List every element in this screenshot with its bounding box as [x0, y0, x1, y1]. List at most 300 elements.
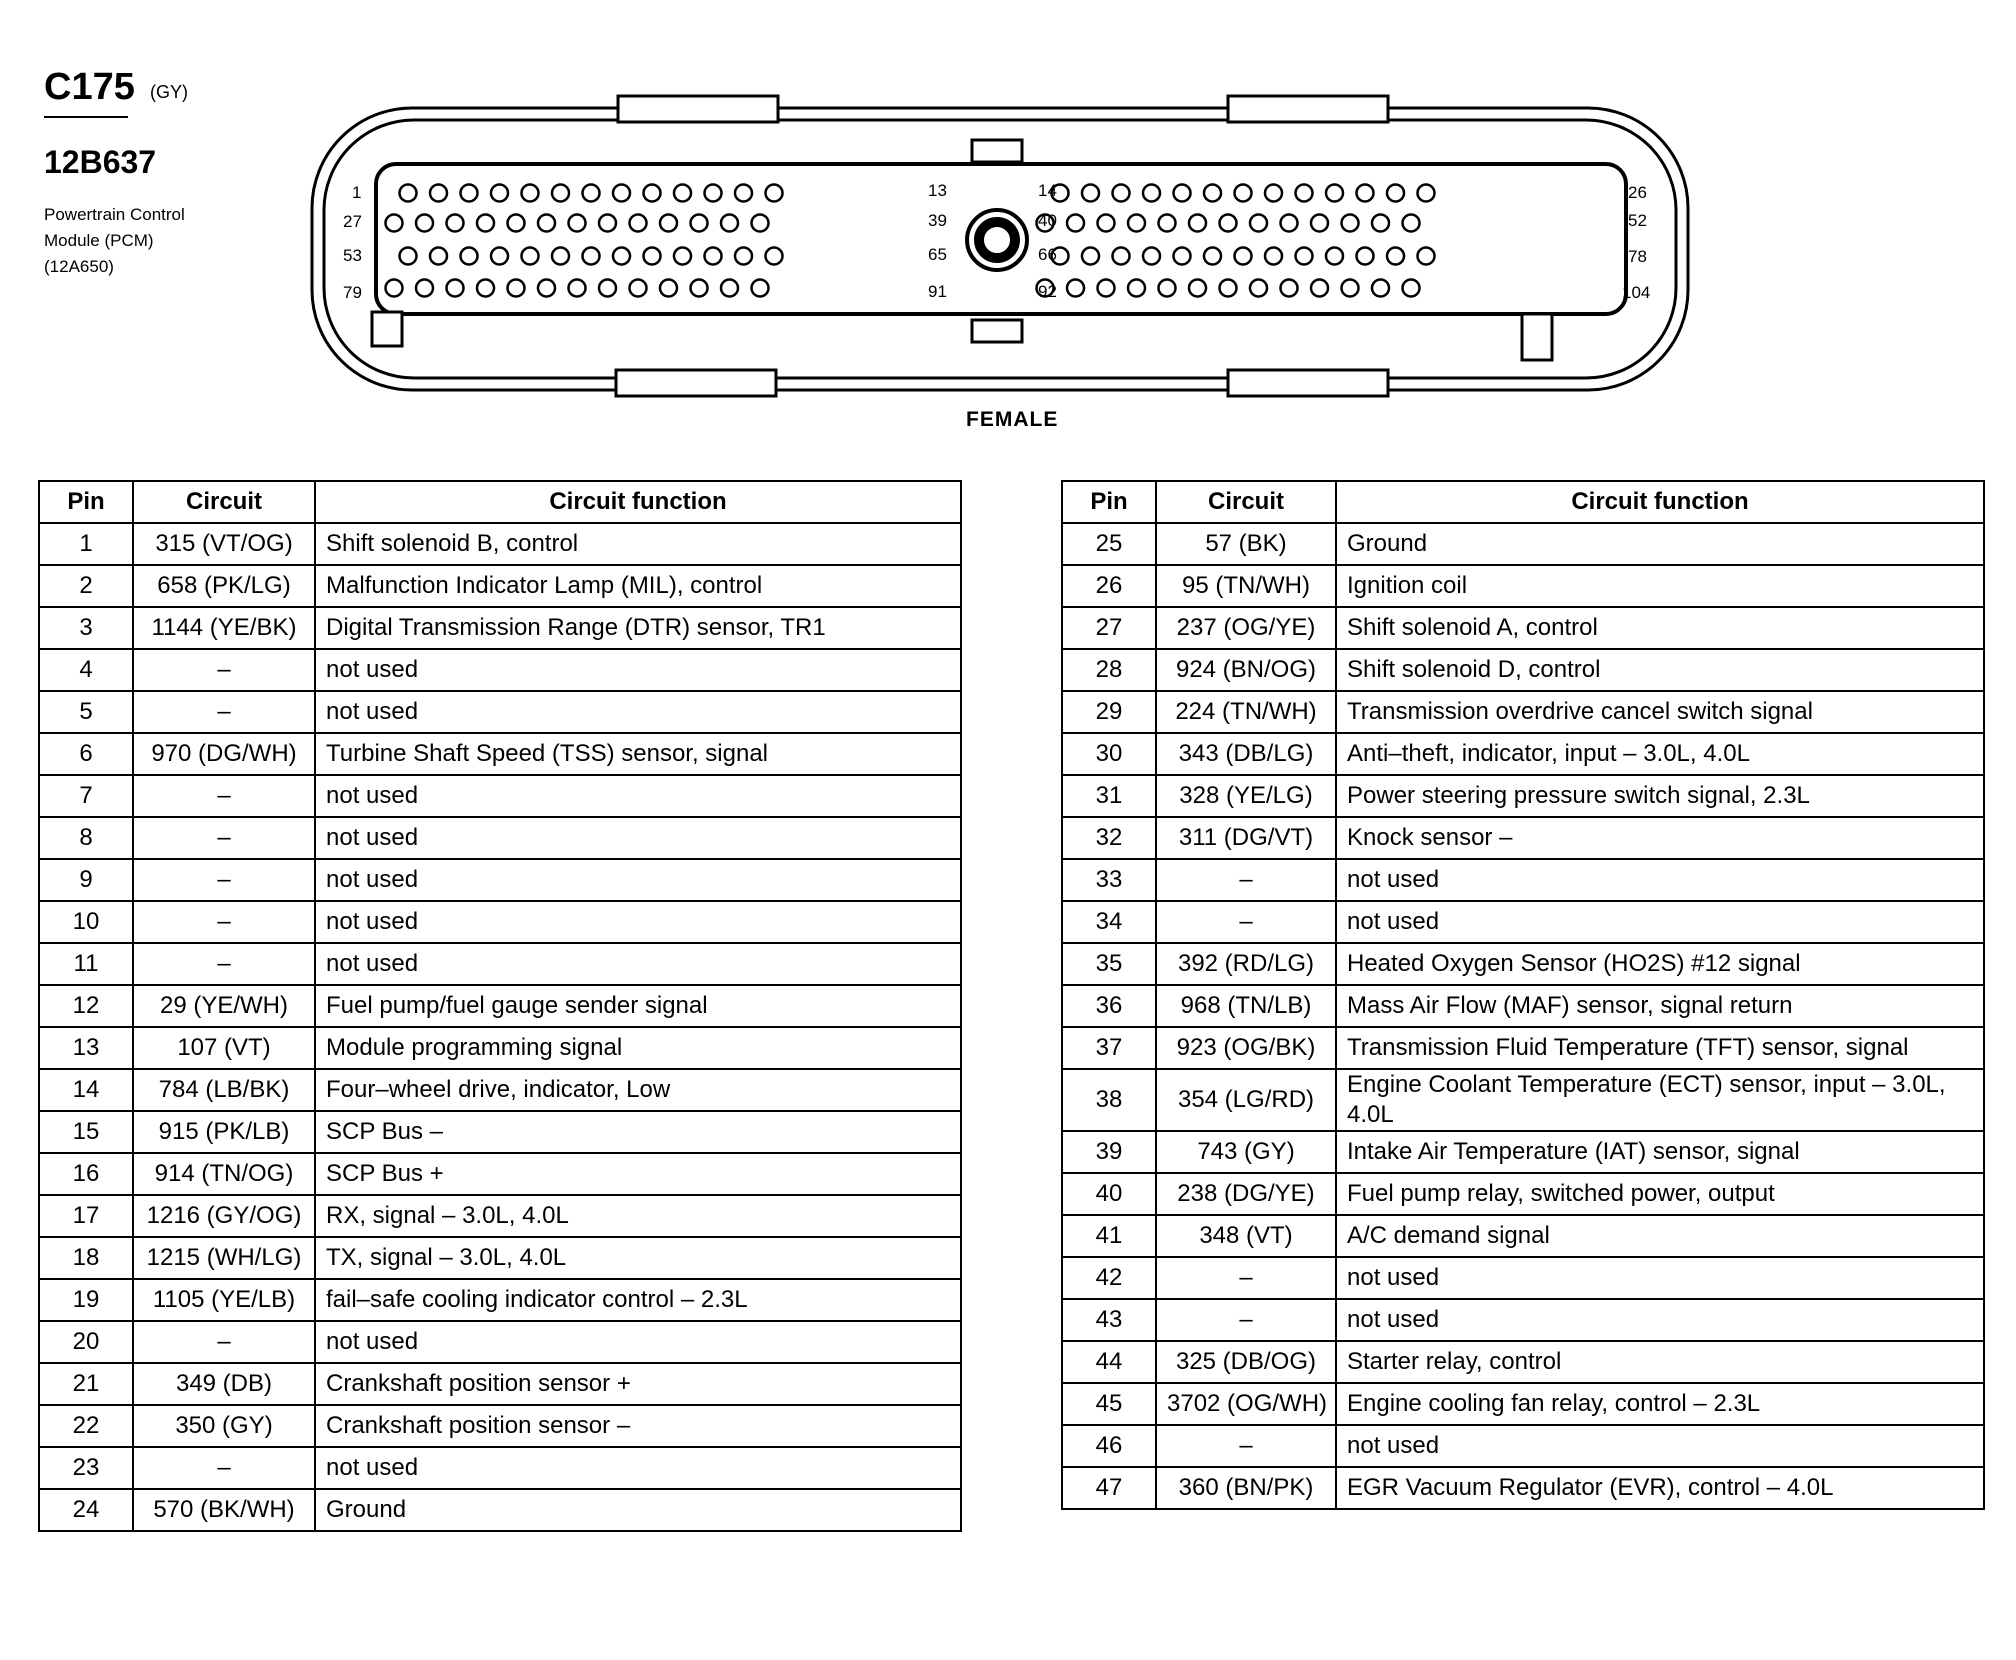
pin-number-cell: 15 [39, 1111, 133, 1153]
pin-number-cell: 23 [39, 1447, 133, 1489]
table-row [39, 565, 961, 607]
pin-label: 1 [352, 183, 362, 202]
circuit-cell: 349 (DB) [133, 1363, 315, 1405]
circuit-function-cell: Shift solenoid D, control [1336, 649, 1984, 691]
pin-number-cell: 12 [39, 985, 133, 1027]
pin-hole [1128, 280, 1145, 297]
pin-number-cell: 7 [39, 775, 133, 817]
pin-hole [766, 248, 783, 265]
pin-number-cell: 1 [39, 523, 133, 565]
circuit-cell: – [1156, 859, 1336, 901]
circuit-cell: – [1156, 1299, 1336, 1341]
circuit-cell: 29 (YE/WH) [133, 985, 315, 1027]
pin-number-cell: 44 [1062, 1341, 1156, 1383]
pin-hole [491, 248, 508, 265]
pin-hole [1250, 280, 1267, 297]
table-row [1062, 733, 1984, 775]
pin-hole [1342, 215, 1359, 232]
pin-hole [705, 185, 722, 202]
circuit-function-cell: not used [315, 649, 961, 691]
circuit-cell: 354 (LG/RD) [1156, 1069, 1336, 1131]
circuit-function-cell: Shift solenoid A, control [1336, 607, 1984, 649]
table-row [1062, 565, 1984, 607]
pin-number-cell: 2 [39, 565, 133, 607]
pin-hole [1143, 248, 1160, 265]
polarization-tab [372, 312, 402, 346]
table-row [1062, 1341, 1984, 1383]
pin-hole [1357, 185, 1374, 202]
bottom-key [972, 320, 1022, 342]
pin-number-cell: 4 [39, 649, 133, 691]
table-header-row [1062, 481, 1984, 523]
pin-hole [766, 185, 783, 202]
pin-hole [1235, 185, 1252, 202]
circuit-function-cell: Knock sensor – [1336, 817, 1984, 859]
circuit-function-cell: not used [315, 943, 961, 985]
pin-hole [1067, 215, 1084, 232]
pin-hole [1311, 215, 1328, 232]
pin-hole [1342, 280, 1359, 297]
circuit-function-cell: TX, signal – 3.0L, 4.0L [315, 1237, 961, 1279]
pin-hole [1098, 215, 1115, 232]
pin-label: 40 [1038, 211, 1057, 230]
pin-number-cell: 3 [39, 607, 133, 649]
circuit-cell: 238 (DG/YE) [1156, 1173, 1336, 1215]
pin-number-cell: 5 [39, 691, 133, 733]
pin-label: 78 [1628, 247, 1647, 266]
pin-number-cell: 30 [1062, 733, 1156, 775]
pin-hole [735, 248, 752, 265]
table-row [39, 1363, 961, 1405]
table-row [39, 817, 961, 859]
pin-hole [691, 280, 708, 297]
pin-number-cell: 26 [1062, 565, 1156, 607]
circuit-cell: 915 (PK/LB) [133, 1111, 315, 1153]
pin-hole [477, 215, 494, 232]
circuit-cell: 743 (GY) [1156, 1131, 1336, 1173]
table-row [1062, 1257, 1984, 1299]
pin-number-cell: 37 [1062, 1027, 1156, 1069]
pin-hole [416, 215, 433, 232]
pin-number-cell: 31 [1062, 775, 1156, 817]
description-line: Module (PCM) [44, 231, 154, 250]
table-row [1062, 1173, 1984, 1215]
pin-hole [1250, 215, 1267, 232]
top-latch [618, 96, 778, 122]
table-row [1062, 1069, 1984, 1131]
pin-hole [630, 280, 647, 297]
pin-hole [1311, 280, 1328, 297]
pin-hole [1403, 215, 1420, 232]
circuit-cell: 1215 (WH/LG) [133, 1237, 315, 1279]
pin-number-cell: 13 [39, 1027, 133, 1069]
table-row [39, 649, 961, 691]
circuit-cell: – [133, 943, 315, 985]
pin-number-cell: 40 [1062, 1173, 1156, 1215]
circuit-function-cell: SCP Bus + [315, 1153, 961, 1195]
pin-holes [386, 185, 1435, 297]
circuit-cell: 392 (RD/LG) [1156, 943, 1336, 985]
table-row [39, 1111, 961, 1153]
table-row [1062, 817, 1984, 859]
table-row [39, 1447, 961, 1489]
circuit-function-cell: Fuel pump relay, switched power, output [1336, 1173, 1984, 1215]
pin-hole [660, 280, 677, 297]
table-row [39, 1489, 961, 1531]
pin-hole [461, 248, 478, 265]
pin-hole [644, 248, 661, 265]
pin-hole [735, 185, 752, 202]
circuit-function-cell: Malfunction Indicator Lamp (MIL), control [315, 565, 961, 607]
pin-hole [1418, 185, 1435, 202]
circuit-cell: 914 (TN/OG) [133, 1153, 315, 1195]
table-row [39, 691, 961, 733]
pin-hole [1265, 248, 1282, 265]
pin-number-cell: 9 [39, 859, 133, 901]
table-row [1062, 1383, 1984, 1425]
circuit-function-cell: SCP Bus – [315, 1111, 961, 1153]
circuit-cell: 1105 (YE/LB) [133, 1279, 315, 1321]
table-row [1062, 1215, 1984, 1257]
circuit-cell: 350 (GY) [133, 1405, 315, 1447]
pin-hole [613, 185, 630, 202]
pin-hole [447, 215, 464, 232]
pin-label: 53 [343, 246, 362, 265]
pin-number-cell: 29 [1062, 691, 1156, 733]
pin-hole [508, 280, 525, 297]
circuit-function-cell: not used [1336, 1299, 1984, 1341]
table-row [39, 943, 961, 985]
pin-hole [1326, 248, 1343, 265]
description-line: Powertrain Control [44, 205, 185, 224]
connector-id: C175 [44, 66, 135, 108]
pin-label: 52 [1628, 211, 1647, 230]
circuit-cell: 570 (BK/WH) [133, 1489, 315, 1531]
circuit-function-cell: Starter relay, control [1336, 1341, 1984, 1383]
circuit-cell: 784 (LB/BK) [133, 1069, 315, 1111]
table-row [39, 859, 961, 901]
table-row [39, 901, 961, 943]
table-row [1062, 649, 1984, 691]
column-header-circuit: Circuit [1156, 481, 1336, 523]
circuit-function-cell: Turbine Shaft Speed (TSS) sensor, signal [315, 733, 961, 775]
column-header-function: Circuit function [315, 481, 961, 523]
pin-number-cell: 42 [1062, 1257, 1156, 1299]
circuit-function-cell: Anti–theft, indicator, input – 3.0L, 4.0L [1336, 733, 1984, 775]
circuit-cell: 658 (PK/LG) [133, 565, 315, 607]
table-row [1062, 901, 1984, 943]
pin-hole [430, 248, 447, 265]
circuit-cell: 57 (BK) [1156, 523, 1336, 565]
pin-hole [1296, 185, 1313, 202]
table-row [1062, 775, 1984, 817]
pin-number-cell: 19 [39, 1279, 133, 1321]
pin-hole [1128, 215, 1145, 232]
circuit-cell: – [1156, 901, 1336, 943]
pin-hole [1387, 248, 1404, 265]
connector-color: (GY) [150, 82, 188, 102]
table-row [39, 1279, 961, 1321]
table-row [39, 607, 961, 649]
pin-hole [660, 215, 677, 232]
pin-label: 65 [928, 245, 947, 264]
circuit-cell: 224 (TN/WH) [1156, 691, 1336, 733]
pin-label: 66 [1038, 245, 1057, 264]
component-description [44, 202, 274, 280]
column-header-pin: Pin [1062, 481, 1156, 523]
circuit-function-cell: Shift solenoid B, control [315, 523, 961, 565]
column-header-circuit: Circuit [133, 481, 315, 523]
pin-label: 91 [928, 282, 947, 301]
pin-hole [721, 215, 738, 232]
pin-hole [599, 215, 616, 232]
circuit-cell: 923 (OG/BK) [1156, 1027, 1336, 1069]
table-header-row [39, 481, 961, 523]
top-latch [1228, 96, 1388, 122]
circuit-cell: 970 (DG/WH) [133, 733, 315, 775]
circuit-cell: – [133, 649, 315, 691]
pin-hole [538, 215, 555, 232]
circuit-cell: 1216 (GY/OG) [133, 1195, 315, 1237]
pin-number-cell: 6 [39, 733, 133, 775]
table-row [39, 1069, 961, 1111]
pin-number-cell: 17 [39, 1195, 133, 1237]
circuit-cell: 237 (OG/YE) [1156, 607, 1336, 649]
circuit-function-cell: Ground [1336, 523, 1984, 565]
pin-hole [552, 248, 569, 265]
circuit-function-cell: A/C demand signal [1336, 1215, 1984, 1257]
column-header-pin: Pin [39, 481, 133, 523]
pin-label: 39 [928, 211, 947, 230]
circuit-function-cell: not used [315, 775, 961, 817]
pin-number-cell: 8 [39, 817, 133, 859]
top-key [972, 140, 1022, 162]
pin-hole [569, 215, 586, 232]
table-row [1062, 1027, 1984, 1069]
pin-label: 26 [1628, 183, 1647, 202]
circuit-function-cell: not used [315, 691, 961, 733]
pin-hole [552, 185, 569, 202]
circuit-function-cell: Crankshaft position sensor + [315, 1363, 961, 1405]
circuit-function-cell: not used [315, 901, 961, 943]
pin-hole [1372, 215, 1389, 232]
pin-hole [630, 215, 647, 232]
pin-hole [1372, 280, 1389, 297]
circuit-cell: 107 (VT) [133, 1027, 315, 1069]
pinout-table-right [1061, 480, 1985, 1510]
circuit-function-cell: not used [315, 1447, 961, 1489]
table-row [39, 1321, 961, 1363]
pin-hole [1082, 185, 1099, 202]
pin-hole [599, 280, 616, 297]
pin-hole [1418, 248, 1435, 265]
circuit-cell: – [133, 817, 315, 859]
circuit-cell: 360 (BN/PK) [1156, 1467, 1336, 1509]
pin-label: 79 [343, 283, 362, 302]
pin-hole [1357, 248, 1374, 265]
table-row [39, 733, 961, 775]
circuit-cell: 3702 (OG/WH) [1156, 1383, 1336, 1425]
table-row [39, 523, 961, 565]
table-row [39, 1195, 961, 1237]
circuit-function-cell: Engine cooling fan relay, control – 2.3L [1336, 1383, 1984, 1425]
pin-hole [1281, 215, 1298, 232]
circuit-cell: 1144 (YE/BK) [133, 607, 315, 649]
circuit-cell: 325 (DB/OG) [1156, 1341, 1336, 1383]
circuit-function-cell: Fuel pump/fuel gauge sender signal [315, 985, 961, 1027]
circuit-function-cell: Crankshaft position sensor – [315, 1405, 961, 1447]
table-row [39, 1237, 961, 1279]
circuit-cell: 348 (VT) [1156, 1215, 1336, 1257]
circuit-function-cell: not used [315, 1321, 961, 1363]
circuit-function-cell: fail–safe cooling indicator control – 2.3L [315, 1279, 961, 1321]
pin-label: 104 [1622, 283, 1651, 302]
pin-hole [569, 280, 586, 297]
pin-hole [1235, 248, 1252, 265]
pin-hole [752, 215, 769, 232]
pin-hole [1174, 248, 1191, 265]
pin-hole [644, 185, 661, 202]
table-row [1062, 523, 1984, 565]
table-row [39, 1405, 961, 1447]
pin-number-cell: 46 [1062, 1425, 1156, 1467]
polarization-tab [1522, 314, 1552, 360]
pin-hole [1082, 248, 1099, 265]
circuit-function-cell: Engine Coolant Temperature (ECT) sensor, input – 3.0L, 4.0L [1336, 1069, 1984, 1131]
pin-hole [691, 215, 708, 232]
pin-hole [1281, 280, 1298, 297]
pin-hole [1296, 248, 1313, 265]
circuit-cell: – [133, 1321, 315, 1363]
circuit-cell: – [133, 691, 315, 733]
pin-hole [461, 185, 478, 202]
circuit-cell: 924 (BN/OG) [1156, 649, 1336, 691]
circuit-function-cell: Transmission overdrive cancel switch signal [1336, 691, 1984, 733]
pin-hole [1159, 280, 1176, 297]
pin-hole [386, 215, 403, 232]
connector-face-diagram [300, 88, 1700, 408]
circuit-cell: 328 (YE/LG) [1156, 775, 1336, 817]
connector-id-underline [44, 116, 128, 118]
circuit-cell: – [1156, 1425, 1336, 1467]
pin-hole [1143, 185, 1160, 202]
pin-hole [613, 248, 630, 265]
table-row [39, 775, 961, 817]
pin-hole [583, 185, 600, 202]
circuit-cell: – [133, 859, 315, 901]
connector-gender-label: FEMALE [966, 408, 1059, 431]
circuit-function-cell: EGR Vacuum Regulator (EVR), control – 4.0L [1336, 1467, 1984, 1509]
circuit-cell: 95 (TN/WH) [1156, 565, 1336, 607]
table-row [1062, 943, 1984, 985]
pin-hole [400, 248, 417, 265]
table-row [1062, 1425, 1984, 1467]
circuit-cell: – [133, 1447, 315, 1489]
pin-hole [1159, 215, 1176, 232]
circuit-cell: – [133, 901, 315, 943]
pin-hole [752, 280, 769, 297]
table-row [1062, 1299, 1984, 1341]
pin-number-cell: 36 [1062, 985, 1156, 1027]
pin-number-cell: 45 [1062, 1383, 1156, 1425]
pin-number-cell: 16 [39, 1153, 133, 1195]
pin-hole [430, 185, 447, 202]
pin-hole [1113, 248, 1130, 265]
circuit-cell: 315 (VT/OG) [133, 523, 315, 565]
circuit-function-cell: not used [1336, 859, 1984, 901]
pin-hole [1204, 248, 1221, 265]
pin-hole [674, 248, 691, 265]
pinout-table-left [38, 480, 962, 1532]
pin-hole [447, 280, 464, 297]
pin-hole [538, 280, 555, 297]
pin-number-cell: 20 [39, 1321, 133, 1363]
pin-hole [1326, 185, 1343, 202]
pin-number-cell: 39 [1062, 1131, 1156, 1173]
table-row [1062, 1131, 1984, 1173]
pin-hole [522, 185, 539, 202]
circuit-function-cell: not used [315, 817, 961, 859]
circuit-function-cell: Ground [315, 1489, 961, 1531]
circuit-function-cell: not used [1336, 1425, 1984, 1467]
pin-hole [1113, 185, 1130, 202]
pin-number-cell: 34 [1062, 901, 1156, 943]
pin-number-cell: 18 [39, 1237, 133, 1279]
description-line: (12A650) [44, 257, 114, 276]
pin-number-cell: 27 [1062, 607, 1156, 649]
pin-number-cell: 11 [39, 943, 133, 985]
pin-hole [400, 185, 417, 202]
pin-hole [1189, 215, 1206, 232]
circuit-function-cell: Power steering pressure switch signal, 2.3L [1336, 775, 1984, 817]
pin-number-cell: 43 [1062, 1299, 1156, 1341]
table-row [1062, 985, 1984, 1027]
pin-label: 92 [1038, 282, 1057, 301]
circuit-function-cell: Mass Air Flow (MAF) sensor, signal return [1336, 985, 1984, 1027]
pin-hole [1220, 280, 1237, 297]
pin-number-cell: 22 [39, 1405, 133, 1447]
pin-number-cell: 28 [1062, 649, 1156, 691]
pin-number-cell: 32 [1062, 817, 1156, 859]
pin-hole [1189, 280, 1206, 297]
table-row [1062, 607, 1984, 649]
pin-hole [508, 215, 525, 232]
pin-hole [416, 280, 433, 297]
circuit-function-cell: Intake Air Temperature (IAT) sensor, signal [1336, 1131, 1984, 1173]
pin-number-cell: 47 [1062, 1467, 1156, 1509]
circuit-function-cell: not used [315, 859, 961, 901]
table-row [39, 1153, 961, 1195]
pin-label: 27 [343, 212, 362, 231]
pin-number-cell: 41 [1062, 1215, 1156, 1257]
circuit-function-cell: Module programming signal [315, 1027, 961, 1069]
pin-number-cell: 24 [39, 1489, 133, 1531]
bottom-latch [616, 370, 776, 396]
circuit-cell: 343 (DB/LG) [1156, 733, 1336, 775]
circuit-cell: – [1156, 1257, 1336, 1299]
pin-hole [1220, 215, 1237, 232]
pin-hole [1174, 185, 1191, 202]
pin-number-cell: 14 [39, 1069, 133, 1111]
pin-hole [477, 280, 494, 297]
table-row [39, 985, 961, 1027]
pin-number-cell: 25 [1062, 523, 1156, 565]
bottom-latch [1228, 370, 1388, 396]
table-row [1062, 691, 1984, 733]
pin-label: 14 [1038, 181, 1057, 200]
pin-hole [491, 185, 508, 202]
circuit-function-cell: RX, signal – 3.0L, 4.0L [315, 1195, 961, 1237]
